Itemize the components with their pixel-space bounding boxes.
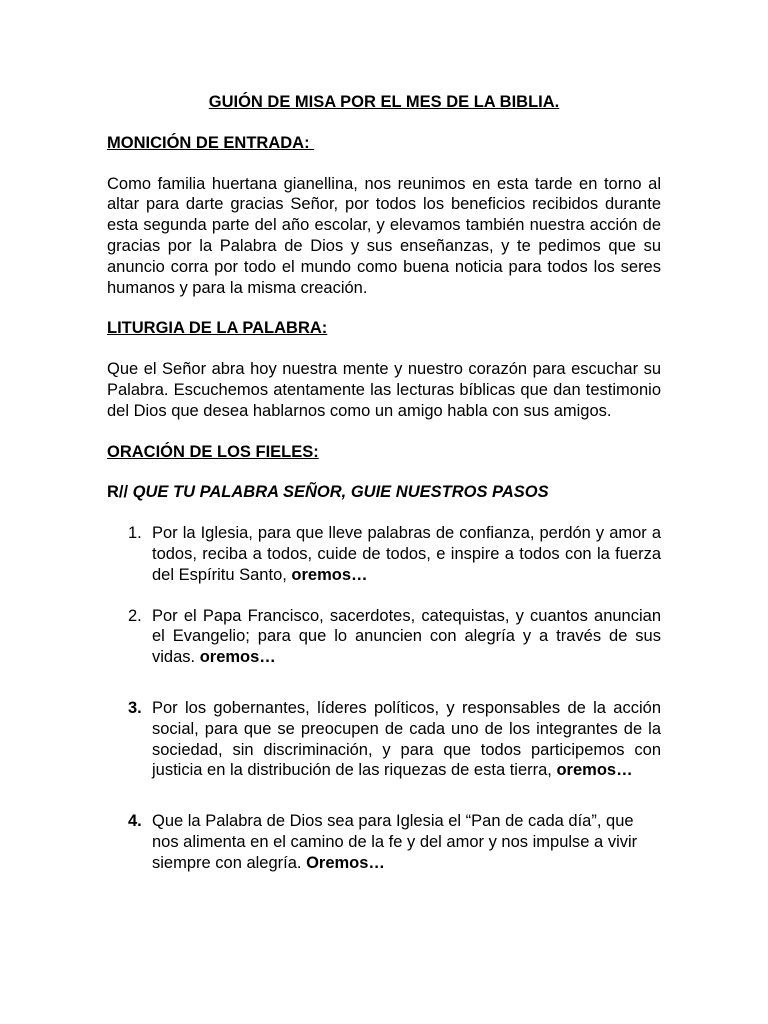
petition-number: 1.: [128, 524, 142, 543]
petition-item: [107, 811, 661, 873]
petition-text: Que la Palabra de Dios sea para Iglesia el “Pan de cada día”, que nos alimenta en el camino de la fe y del amor y nos impulse a vivir siempre con alegría.: [152, 812, 638, 872]
petition-text: Por la Iglesia, para que lleve palabras de confianza, perdón y amor a todos, reciba a todos, cuide de todos, e inspire a todos con la fuerza del Espíritu Santo,: [152, 524, 661, 584]
petition-item: [107, 698, 661, 781]
petition-number: 4.: [128, 812, 142, 831]
section-heading-oracion-fieles: ORACIÓN DE LOS FIELES:: [107, 442, 319, 461]
response-line: [107, 482, 661, 503]
petition-closing: oremos…: [556, 761, 633, 780]
petition-text: Por los gobernantes, líderes políticos, y responsables de la acción social, para que se preocupen de cada uno de los integrantes de la sociedad, sin discriminación, y para que todos participemos con justicia en la distribución de las riquezas de esta tierra,: [152, 698, 661, 780]
document-page: [107, 92, 661, 874]
petitions-list: [107, 523, 661, 873]
response-prefix: R//: [107, 483, 129, 502]
document-title: GUIÓN DE MISA POR EL MES DE LA BIBLIA.: [208, 93, 560, 111]
petition-number: 3.: [128, 698, 142, 717]
section-heading-liturgia: LITURGIA DE LA PALABRA:: [107, 319, 328, 338]
petition-number: 2.: [128, 606, 142, 625]
section-heading-monicion-entrada: MONICIÓN DE ENTRADA:: [107, 133, 315, 152]
petition-text: Por el Papa Francisco, sacerdotes, catequistas, y cuantos anuncian el Evangelio; para que lo anuncien con alegría y a través de sus vidas.: [152, 606, 661, 667]
petition-item: [107, 523, 661, 585]
paragraph-liturgia: Que el Señor abra hoy nuestra mente y nuestro corazón para escuchar su Palabra. Escuchemos atentamente las lecturas bíblicas que dan testimonio del Dios que desea hablarnos como un amigo habla con sus amigos.: [107, 360, 661, 420]
petition-item: [107, 606, 661, 668]
petition-closing: Oremos…: [306, 853, 385, 872]
paragraph-monicion-entrada: Como familia huertana gianellina, nos reunimos en esta tarde en torno al altar para darte gracias Señor, por todos los beneficios recibidos durante esta segunda parte del año escolar, y elevamos también nuestra acción de gracias por la Palabra de Dios y sus enseñanzas, y te pedimos que su anuncio corra por todo el mundo como buena noticia para todos los seres humanos y para la misma creación.: [107, 174, 661, 297]
petition-closing: oremos…: [291, 565, 368, 584]
petition-closing: oremos…: [199, 648, 276, 667]
response-text: QUE TU PALABRA SEÑOR, GUIE NUESTROS PASOS: [128, 483, 549, 502]
